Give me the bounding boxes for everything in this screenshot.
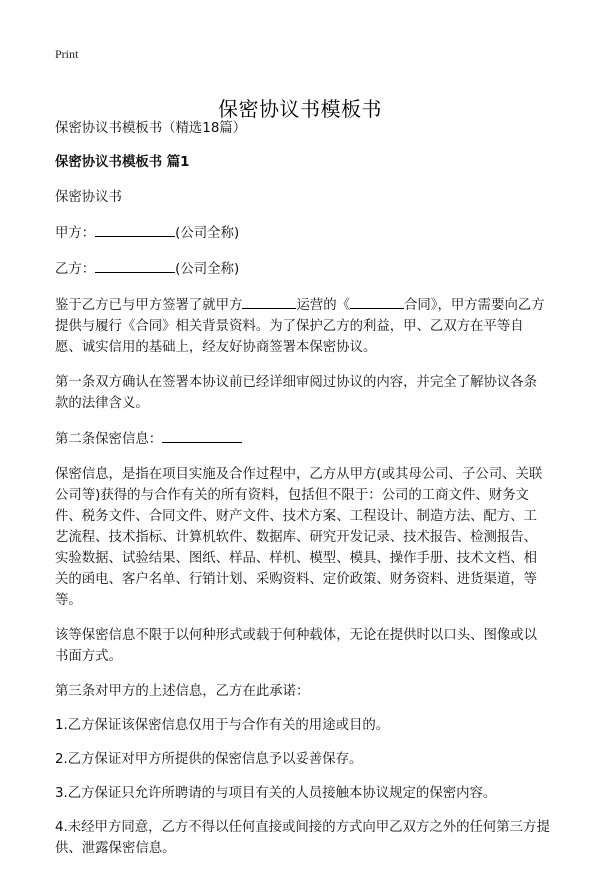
print-link[interactable]: Print: [55, 47, 79, 61]
confidential-forms: 该等保密信息不限于以何种形式或载于何种载体，无论在提供时以口头、图像或以书面方式。: [55, 628, 538, 664]
article-3: 第三条对甲方的上述信息，乙方在此承诺：: [55, 684, 310, 699]
article-1: 第一条双方确认在签署本协议前已经详细审阅过协议的内容，并完全了解协议各条款的法律含义。: [55, 375, 538, 411]
commitment-item: 4.未经甲方同意，乙方不得以任何直接或间接的方式向甲乙双方之外的任何第三方提供、泄露保密信息。: [55, 820, 550, 856]
document-subtitle: 保密协议书模板书（精选18篇）: [55, 121, 247, 136]
document-title: 保密协议书模板书: [218, 97, 382, 122]
operator-blank: [242, 294, 296, 309]
party-a-suffix: (公司全称): [175, 226, 240, 241]
document-body: [55, 118, 550, 872]
contract-blank: [350, 294, 404, 309]
article-2-line: [55, 428, 550, 450]
party-b-suffix: (公司全称): [175, 262, 240, 277]
intro-text-1: 鉴于乙方已与甲方签署了就甲方: [55, 298, 243, 313]
intro-paragraph: [55, 294, 550, 358]
party-b-label: 乙方：: [55, 262, 96, 277]
commitment-item: 2.乙方保证对甲方所提供的保密信息予以妥善保存。: [55, 752, 363, 767]
party-b-line: [55, 258, 550, 280]
intro-text-3: 合同》，甲方需要向乙方提供与履行《合同》相关背景资料。为了保护乙方的利益，甲、乙双方在平等自愿、诚实信用的基础上，经友好协商签署本保密协议。: [55, 298, 545, 355]
agreement-name: 保密协议书: [55, 190, 122, 205]
confidential-definition: 保密信息，是指在项目实施及合作过程中，乙方从甲方(或其母公司、子公司、关联公司等)获得的与合作有关的所有资料，包括但不限于：公司的工商文件、财务文件、税务文件、合同文件、财产文件、技术方案、工程设计、制造方法、配方、工艺流程、技术指标、计算机软件、数据库、研究开发记录、技术报告、检测报告、实验数据、试验结果、图纸、样品、样机、模型、模具、操作手册、技术文档、相关的函电、客户名单、行销计划、采购资料、定价政策、财务资料、进货渠道，等等。: [55, 467, 543, 608]
article-2-label: 第二条保密信息：: [55, 432, 163, 447]
section-heading: 保密协议书模板书 篇1: [55, 155, 190, 170]
commitment-item: 3.乙方保证只允许所聘请的与项目有关的人员接触本协议规定的保密内容。: [55, 786, 497, 801]
party-a-line: [55, 222, 550, 244]
article-2-blank: [162, 428, 242, 443]
intro-text-2: 运营的《: [296, 298, 351, 313]
party-b-blank: [95, 258, 175, 273]
party-a-blank: [95, 222, 175, 237]
party-a-label: 甲方：: [55, 226, 96, 241]
commitment-item: 1.乙方保证该保密信息仅用于与合作有关的用途或目的。: [55, 718, 390, 733]
